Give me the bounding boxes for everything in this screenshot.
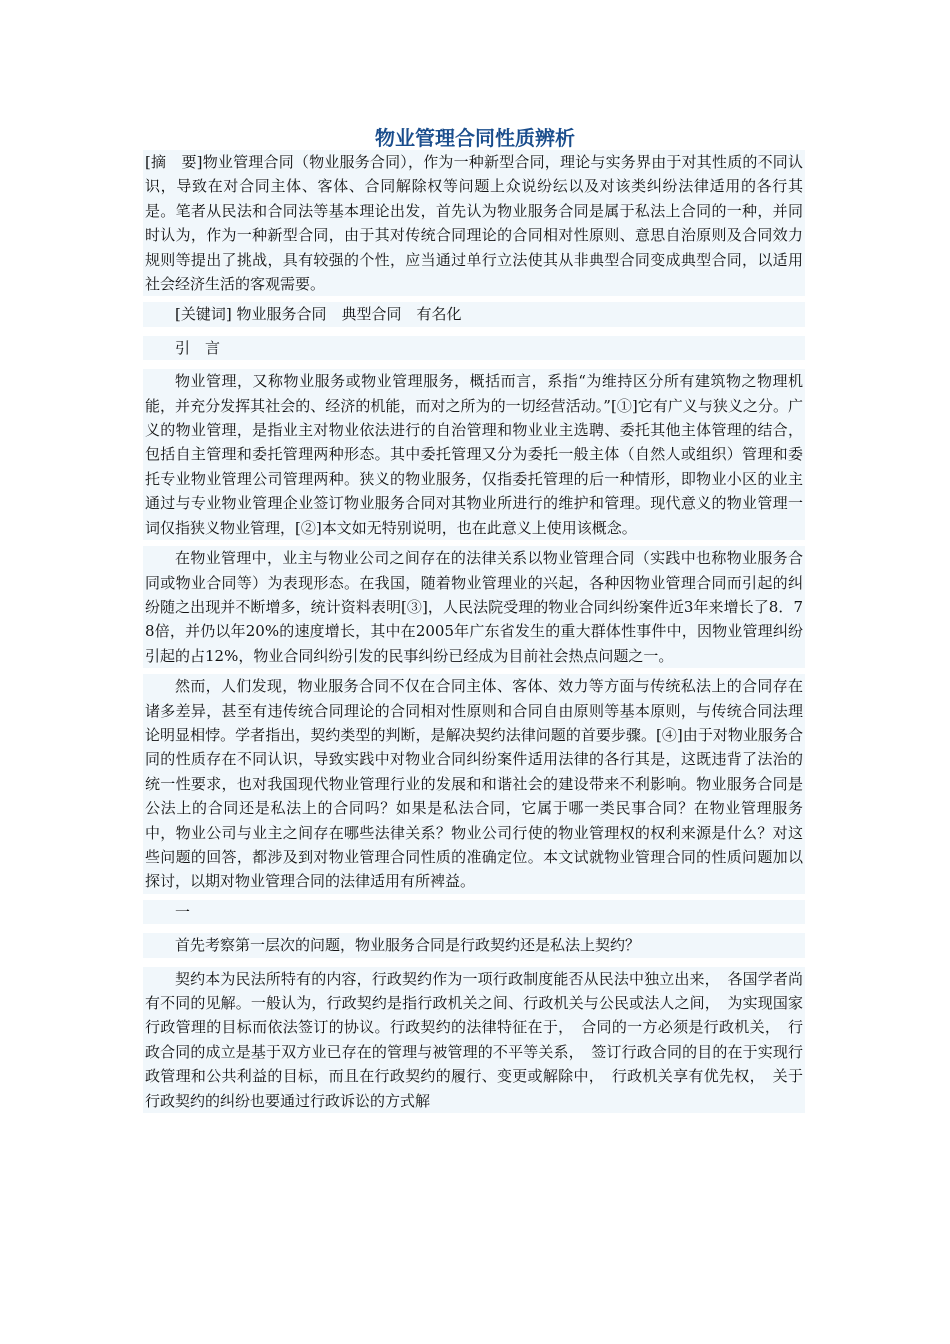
intro-heading-block	[143, 336, 805, 360]
body-paragraph-block	[143, 369, 805, 540]
section-one-paragraph: 契约本为民法所特有的内容，行政契约作为一项行政制度能否从民法中独立出来， 各国学者尚有不同的见解。一般认为，行政契约是指行政机关之间、行政机关与公民或法人之间， 为实现国家行政管理的目标而依法签订的协议。行政契约的法律特征在于， 合同的一方必须是行政机关， 行政合同的成立是基于双方业已存在的管理与被管理的不平等关系， 签订行政合同的目的在于实现行政管理和公共利益的目标，而且在行政契约的履行、变更或解除中， 行政机关享有优先权， 关于行政契约的纠纷也要通过行政诉讼的方式解	[145, 969, 803, 1110]
body-paragraph-block	[143, 674, 805, 894]
keywords-block	[143, 302, 805, 326]
document-title: 物业管理合同性质辨析	[375, 126, 575, 150]
abstract-paragraph: [摘 要]物业管理合同（物业服务合同），作为一种新型合同，理论与实务界由于对其性质的不同认识，导致在对合同主体、客体、合同解除权等问题上众说纷纭以及对该类纠纷法律适用的各行其是。笔者从民法和合同法等基本理论出发，首先认为物业服务合同是属于私法上合同的一种，并同时认为，作为一种新型合同，由于其对传统合同理论的合同相对性原则、意思自治原则及合同效力规则等提出了挑战，具有较强的个性，应当通过单行立法使其从非典型合同变成典型合同，以适用社会经济生活的客观需要。	[145, 153, 803, 294]
body-paragraph-2: 在物业管理中，业主与物业公司之间存在的法律关系以物业管理合同（实践中也称物业服务合同或物业合同等）为表现形态。在我国，随着物业管理业的兴起，各种因物业管理合同而引起的纠纷随之出现并不断增多，统计资料表明[③]，人民法院受理的物业合同纠纷案件近3年来增长了8．78倍，并仍以年20%的速度增长，其中在2005年广东省发生的重大群体性事件中，因物业管理纠纷引起的占12%，物业合同纠纷引发的民事纠纷已经成为目前社会热点问题之一。	[145, 549, 803, 665]
intro-heading: 引 言	[175, 338, 221, 357]
keywords-line: [关键词] 物业服务合同 典型合同 有名化	[175, 305, 462, 324]
section-heading-block	[143, 900, 805, 924]
document-body	[143, 150, 805, 1119]
body-paragraph-3: 然而，人们发现，物业服务合同不仅在合同主体、客体、效力等方面与传统私法上的合同存在诸多差异，甚至有违传统合同理论的合同相对性原则和合同自由原则等基本原则，与传统合同法理论明显相悖。学者指出，契约类型的判断，是解决契约法律问题的首要步骤。[④]由于对物业服务合同的性质存在不同认识，导致实践中对物业合同纠纷案件适用法律的各行其是，这既违背了法治的统一性要求，也对我国现代物业管理行业的发展和和谐社会的建设带来不利影响。物业服务合同是公法上的合同还是私法上的合同吗？如果是私法合同，它属于哪一类民事合同？在物业管理服务中，物业公司与业主之间存在哪些法律关系？物业公司行使的物业管理权的权利来源是什么？对这些问题的回答，都涉及到对物业管理合同性质的准确定位。本文试就物业管理合同的性质问题加以探讨，以期对物业管理合同的法律适用有所裨益。	[145, 677, 803, 891]
section-one-question: 首先考察第一层次的问题，物业服务合同是行政契约还是私法上契约？	[175, 936, 641, 955]
section-question-block	[143, 933, 805, 957]
body-paragraph-block	[143, 967, 805, 1113]
body-paragraph-1: 物业管理，又称物业服务或物业管理服务，概括而言，系指“为维持区分所有建筑物之物理机能，并充分发挥其社会的、经济的机能，而对之所为的一切经营活动。”[①]它有广义与狭义之分。广义的物业管理，是指业主对物业依法进行的自治管理和物业业主选聘、委托其他主体管理的结合，包括自主管理和委托管理两种形态。其中委托管理又分为委托一般主体（自然人或组织）管理和委托专业物业管理公司管理两种。狭义的物业服务，仅指委托管理的后一种情形，即物业小区的业主通过与专业物业管理企业签订物业服务合同对其物业所进行的维护和管理。现代意义的物业管理一词仅指狭义物业管理，[②]本文如无特别说明，也在此意义上使用该概念。	[145, 372, 803, 537]
section-one-heading: 一	[175, 902, 191, 921]
abstract-block	[143, 150, 805, 296]
body-paragraph-block	[143, 546, 805, 668]
